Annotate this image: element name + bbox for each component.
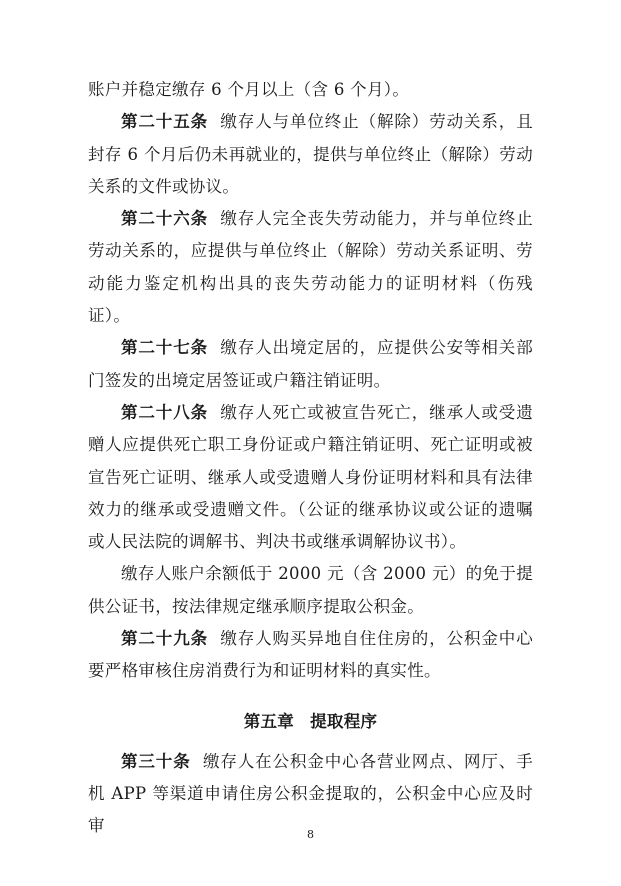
article-text: 缴存人与单位终止（解除）劳动关系，且封存 6 个月后仍未再就业的，提供与单位终止（解除）劳动关系的文件或协议。 (88, 112, 534, 196)
chapter-title: 提取程序 (310, 711, 378, 731)
article-number: 第二十九条 (121, 629, 209, 649)
paragraph-continuation (88, 74, 533, 106)
article-28-note (88, 558, 533, 623)
paragraph-text: 账户并稳定缴存 6 个月以上（含 6 个月）。 (88, 80, 410, 99)
article-text: 缴存人完全丧失劳动能力，并与单位终止劳动关系的，应提供与单位终止（解除）劳动关系证明、劳动能力鉴定机构出具的丧失劳动能力的证明材料（伤残证）。 (88, 209, 534, 326)
article-number: 第三十条 (121, 751, 191, 771)
article-text: 缴存人出境定居的，应提供公安等相关部门签发的出境定居签证或户籍注销证明。 (88, 338, 534, 390)
chapter-number: 第五章 (243, 711, 295, 731)
document-body (88, 74, 533, 843)
article-26 (88, 203, 533, 332)
article-25 (88, 106, 533, 203)
article-29 (88, 623, 533, 688)
paragraph-text: 缴存人账户余额低于 2000 元（含 2000 元）的免于提供公证书，按法律规定继承顺序提取公积金。 (88, 564, 533, 616)
article-28 (88, 397, 533, 558)
article-27 (88, 332, 533, 397)
page-number: 8 (307, 828, 314, 841)
article-number: 第二十八条 (121, 402, 209, 422)
chapter-heading (88, 706, 533, 738)
article-number: 第二十七条 (121, 338, 209, 358)
article-number: 第二十五条 (121, 112, 209, 132)
article-text: 缴存人死亡或被宣告死亡，继承人或受遗赠人应提供死亡职工身份证或户籍注销证明、死亡证明或被宣告死亡证明、继承人或受遗赠人身份证明材料和具有法律效力的继承或受遗赠文件。（公证的继承协议或公证的遗嘱或人民法院的调解书、判决书或继承调解协议书）。 (88, 402, 534, 552)
article-text: 缴存人购买异地自住住房的，公积金中心要严格审核住房消费行为和证明材料的真实性。 (88, 629, 534, 681)
article-number: 第二十六条 (121, 209, 209, 229)
article-text: 缴存人在公积金中心各营业网点、网厅、手机 APP 等渠道申请住房公积金提取的，公积金中心应及时审 (88, 751, 534, 836)
